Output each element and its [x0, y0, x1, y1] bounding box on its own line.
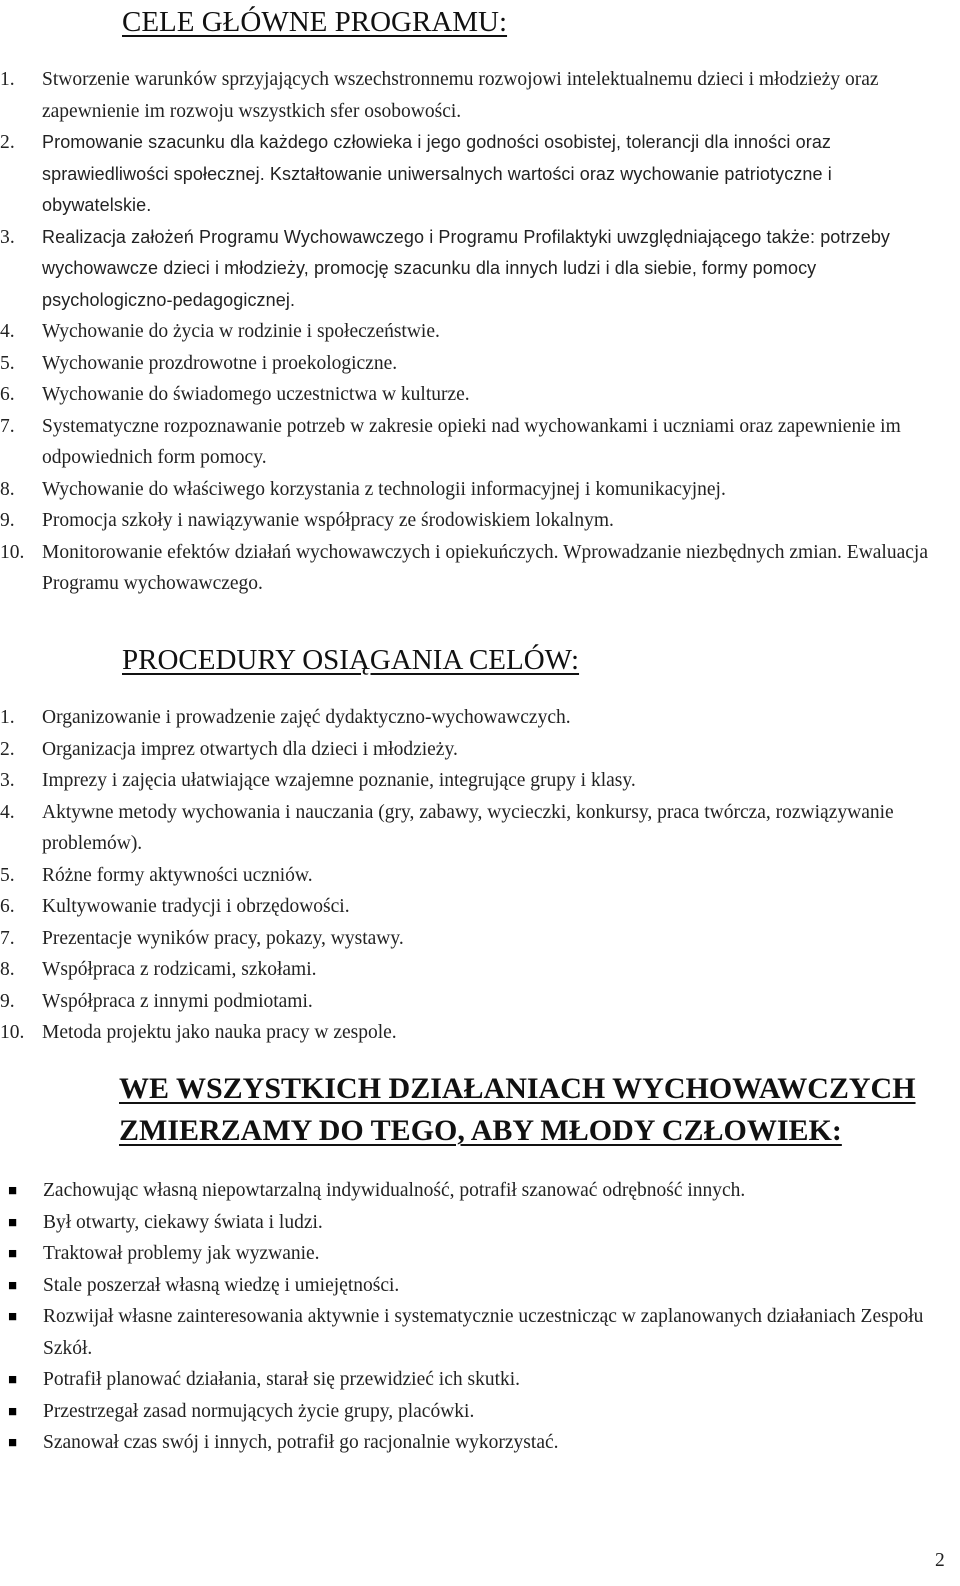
item-number: 5.	[0, 352, 15, 374]
item-number: 1.	[0, 69, 15, 90]
item-text: Organizowanie i prowadzenie zajęć dydaktyczno-wychowawczych.	[42, 707, 571, 728]
item-number: 8.	[0, 478, 15, 500]
list-item	[8, 1207, 943, 1239]
item-number: 4.	[0, 321, 15, 342]
square-bullet-icon: ■	[8, 1372, 18, 1388]
list-item	[0, 348, 944, 380]
item-number: 2.	[0, 738, 15, 760]
item-number: 6.	[0, 384, 15, 405]
square-bullet-icon: ■	[8, 1246, 18, 1262]
list-item	[8, 1364, 943, 1396]
heading-line-1: WE WSZYSTKICH DZIAŁANIACH WYCHOWAWCZYCH	[119, 1072, 916, 1105]
square-bullet-icon: ■	[8, 1214, 18, 1231]
item-number: 8.	[0, 959, 15, 980]
item-text: Traktował problemy jak wyzwanie.	[43, 1243, 320, 1264]
list-item	[0, 765, 944, 797]
square-bullet-icon: ■	[8, 1309, 18, 1325]
square-bullet-icon: ■	[8, 1277, 18, 1294]
item-text: Przestrzegał zasad normujących życie grupy, placówki.	[43, 1400, 475, 1422]
list-item	[0, 954, 944, 986]
item-text: Wychowanie do życia w rodzinie i społeczeństwie.	[42, 321, 440, 342]
item-text: Szanował czas swój i innych, potrafił go racjonalnie wykorzystać.	[43, 1432, 559, 1453]
item-text: Metoda projektu jako nauka pracy w zespole.	[42, 1022, 397, 1043]
list-item	[0, 923, 944, 955]
list-item	[0, 411, 944, 474]
list-item	[0, 1017, 944, 1049]
list-item	[0, 986, 944, 1018]
list-item	[8, 1396, 943, 1428]
item-text: Kultywowanie tradycji i obrzędowości.	[42, 896, 350, 917]
item-text: Zachowując własną niepowtarzalną indywidualność, potrafił szanować odrębność innych.	[43, 1180, 746, 1201]
list-item	[8, 1238, 943, 1270]
item-text: Wychowanie prozdrowotne i proekologiczne.	[42, 352, 398, 374]
list-item	[0, 734, 944, 766]
main-goals-list	[0, 64, 944, 600]
item-text: Stale poszerzał własną wiedzę i umiejętności.	[43, 1274, 400, 1296]
item-number: 4.	[0, 801, 15, 823]
square-bullet-icon: ■	[8, 1403, 18, 1420]
item-number: 6.	[0, 896, 15, 917]
list-item	[0, 474, 944, 506]
item-text: Monitorowanie efektów działań wychowawczych i opiekuńczych. Wprowadzanie niezbędnych zmian. Ewaluacja Programu wychowawczego.	[42, 541, 928, 594]
list-item	[0, 222, 944, 317]
list-item	[0, 537, 944, 600]
heading-all-actions	[119, 1068, 939, 1152]
item-text: Stworzenie warunków sprzyjających wszechstronnemu rozwojowi intelektualnemu dzieci i młodzieży oraz zapewnienie im rozwoju wszystkich sfer osobowości.	[42, 69, 879, 122]
square-bullet-icon: ■	[8, 1183, 18, 1199]
item-text: Aktywne metody wychowania i nauczania (gry, zabawy, wycieczki, konkursy, praca twórcza, rozwiązywanie problemów).	[42, 801, 894, 854]
item-number: 9.	[0, 510, 15, 531]
list-item	[0, 891, 944, 923]
item-text: Imprezy i zajęcia ułatwiające wzajemne poznanie, integrujące grupy i klasy.	[42, 770, 636, 791]
list-item	[0, 505, 944, 537]
list-item	[0, 702, 944, 734]
item-text: Promocja szkoły i nawiązywanie współpracy ze środowiskiem lokalnym.	[42, 510, 614, 531]
list-item	[0, 127, 944, 222]
item-number: 3.	[0, 770, 15, 791]
item-text: Był otwarty, ciekawy świata i ludzi.	[43, 1211, 323, 1233]
item-text: Różne formy aktywności uczniów.	[42, 864, 313, 886]
heading-procedures: PROCEDURY OSIĄGANIA CELÓW:	[122, 644, 580, 676]
item-text: Wychowanie do właściwego korzystania z technologii informacyjnej i komunikacyjnej.	[42, 478, 726, 500]
item-number: 7.	[0, 415, 15, 437]
page-number: 2	[935, 1550, 945, 1571]
item-number: 10.	[0, 1022, 25, 1043]
item-text: Rozwijał własne zainteresowania aktywnie i systematycznie uczestnicząc w zaplanowanych działaniach Zespołu Szkół.	[43, 1306, 924, 1359]
heading-line-2: ZMIERZAMY DO TEGO, ABY MŁODY CZŁOWIEK:	[119, 1114, 842, 1147]
list-item	[0, 316, 944, 348]
item-text: Promowanie szacunku dla każdego człowieka i jego godności osobistej, tolerancji dla inności oraz sprawiedliwości społecznej. Kształtowanie uniwersalnych wartości oraz wychowanie patriotyczne i obywatelskie.	[42, 132, 832, 215]
list-item	[8, 1301, 943, 1364]
item-number: 10.	[0, 541, 25, 563]
item-number: 7.	[0, 927, 15, 949]
aims-bullet-list	[8, 1175, 943, 1459]
item-text: Realizacja założeń Programu Wychowawczego i Programu Profilaktyki uwzględniającego także: potrzeby wychowawcze dzieci i młodzieży, promocję szacunku dla innych ludzi i dla siebie, formy pomocy psychologiczno-pedagogicznej.	[42, 226, 891, 310]
item-text: Współpraca z innymi podmiotami.	[42, 990, 313, 1012]
list-item	[8, 1270, 943, 1302]
item-text: Potrafił planować działania, starał się przewidzieć ich skutki.	[43, 1369, 521, 1390]
list-item	[0, 860, 944, 892]
item-text: Prezentacje wyników pracy, pokazy, wystawy.	[42, 927, 404, 949]
item-text: Współpraca z rodzicami, szkołami.	[42, 959, 317, 980]
heading-main-goals: CELE GŁÓWNE PROGRAMU:	[122, 6, 508, 38]
item-number: 1.	[0, 707, 15, 728]
list-item	[8, 1427, 943, 1459]
item-text: Wychowanie do świadomego uczestnictwa w kulturze.	[42, 384, 470, 405]
item-number: 5.	[0, 864, 15, 886]
square-bullet-icon: ■	[8, 1435, 18, 1451]
list-item	[0, 64, 944, 127]
item-text: Organizacja imprez otwartych dla dzieci i młodzieży.	[42, 738, 458, 760]
list-item	[0, 797, 944, 860]
item-number: 3.	[0, 226, 15, 248]
item-number: 9.	[0, 990, 15, 1012]
item-text: Systematyczne rozpoznawanie potrzeb w zakresie opieki nad wychowankami i uczniami oraz zapewnienie im odpowiednich form pomocy.	[42, 415, 901, 468]
item-number: 2.	[0, 132, 15, 153]
list-item	[8, 1175, 943, 1207]
procedures-list	[0, 702, 944, 1049]
list-item	[0, 379, 944, 411]
